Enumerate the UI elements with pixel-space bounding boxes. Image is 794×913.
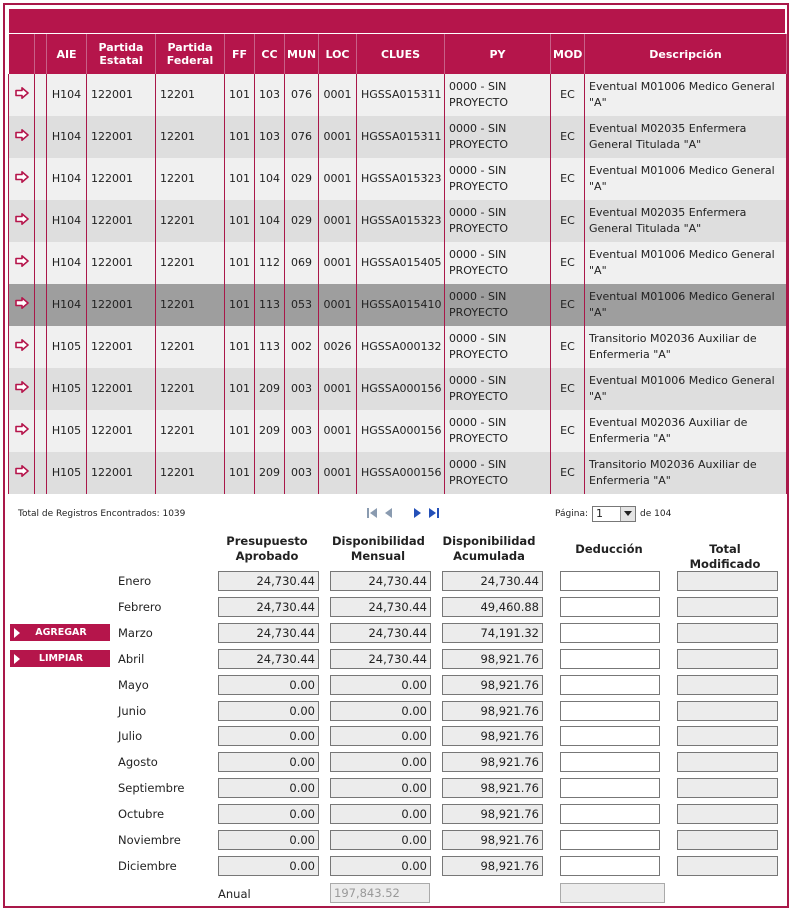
page-select-value: 1 bbox=[596, 507, 604, 520]
cell-aie: H105 bbox=[47, 452, 87, 494]
cell-ff: 101 bbox=[225, 410, 255, 452]
arrow-right-icon[interactable] bbox=[15, 339, 29, 351]
cell-mod: EC bbox=[551, 410, 585, 452]
aprobado-field: 0.00 bbox=[218, 804, 319, 824]
cell-descripcion: Transitorio M02036 Auxiliar de Enfermeria "A" bbox=[585, 326, 787, 368]
cell-loc: 0001 bbox=[319, 410, 357, 452]
cell-ff: 101 bbox=[225, 158, 255, 200]
page-selector-group bbox=[555, 506, 671, 522]
col-header-mun[interactable]: MUN bbox=[285, 34, 319, 74]
page-select[interactable] bbox=[592, 506, 636, 522]
cell-blank bbox=[35, 326, 47, 368]
acumulada-field: 98,921.76 bbox=[442, 778, 543, 798]
month-label: Diciembre bbox=[118, 859, 177, 873]
acumulada-field: 98,921.76 bbox=[442, 675, 543, 695]
acumulada-field: 24,730.44 bbox=[442, 571, 543, 591]
mensual-field: 0.00 bbox=[330, 830, 431, 850]
table-row[interactable] bbox=[9, 200, 787, 242]
month-label: Agosto bbox=[118, 755, 158, 769]
cell-clues: HGSSA015323 bbox=[357, 158, 445, 200]
cell-clues: HGSSA015311 bbox=[357, 74, 445, 116]
cell-clues: HGSSA015405 bbox=[357, 242, 445, 284]
month-label: Marzo bbox=[118, 626, 153, 640]
arrow-right-icon[interactable] bbox=[15, 297, 29, 309]
cell-mun: 076 bbox=[285, 116, 319, 158]
anual-total-field: 197,843.52 bbox=[330, 883, 430, 903]
limpiar-button-label: LIMPIAR bbox=[38, 653, 84, 664]
total-modificado-field bbox=[677, 597, 778, 617]
cell-partida-estatal: 122001 bbox=[87, 452, 156, 494]
acumulada-field: 98,921.76 bbox=[442, 701, 543, 721]
table-row[interactable] bbox=[9, 284, 787, 326]
col-header-mod[interactable]: MOD bbox=[551, 34, 585, 74]
deduccion-input[interactable] bbox=[560, 856, 660, 876]
cell-py: 0000 - SIN PROYECTO bbox=[445, 242, 551, 284]
cell-clues: HGSSA015311 bbox=[357, 116, 445, 158]
mensual-field: 0.00 bbox=[330, 726, 431, 746]
header-presupuesto-aprobado: Presupuesto Aprobado bbox=[226, 534, 308, 563]
aprobado-field: 0.00 bbox=[218, 701, 319, 721]
cell-blank bbox=[35, 410, 47, 452]
cell-partida-estatal: 122001 bbox=[87, 200, 156, 242]
cell-blank bbox=[35, 116, 47, 158]
cell-ff: 101 bbox=[225, 242, 255, 284]
acumulada-field: 49,460.88 bbox=[442, 597, 543, 617]
title-bar bbox=[8, 8, 786, 34]
cell-partida-federal: 12201 bbox=[156, 116, 225, 158]
cell-blank bbox=[35, 368, 47, 410]
col-header-cc[interactable]: CC bbox=[255, 34, 285, 74]
mensual-field: 0.00 bbox=[330, 856, 431, 876]
aprobado-field: 24,730.44 bbox=[218, 597, 319, 617]
cell-loc: 0026 bbox=[319, 326, 357, 368]
page-navigation bbox=[365, 506, 441, 520]
cell-mun: 003 bbox=[285, 368, 319, 410]
cell-mun: 029 bbox=[285, 158, 319, 200]
row-select-cell[interactable] bbox=[9, 452, 35, 494]
cell-descripcion: Eventual M02035 Enfermera General Titulada "A" bbox=[585, 200, 787, 242]
cell-blank bbox=[35, 452, 47, 494]
mensual-field: 0.00 bbox=[330, 701, 431, 721]
col-header-aie[interactable]: AIE bbox=[47, 34, 87, 74]
cell-descripcion: Eventual M01006 Medico General "A" bbox=[585, 74, 787, 116]
header-disponibilidad-mensual: Disponibilidad Mensual bbox=[332, 534, 425, 563]
mensual-field: 24,730.44 bbox=[330, 571, 431, 591]
mensual-field: 24,730.44 bbox=[330, 649, 431, 669]
cell-loc: 0001 bbox=[319, 242, 357, 284]
cell-mod: EC bbox=[551, 158, 585, 200]
anual-label: Anual bbox=[218, 887, 251, 901]
cell-aie: H105 bbox=[47, 368, 87, 410]
total-modificado-field bbox=[677, 571, 778, 591]
cell-mod: EC bbox=[551, 74, 585, 116]
mensual-field: 24,730.44 bbox=[330, 623, 431, 643]
arrow-right-icon[interactable] bbox=[15, 129, 29, 141]
total-records: Total de Registros Encontrados: 1039 bbox=[18, 509, 186, 519]
chevron-down-icon[interactable] bbox=[620, 507, 635, 521]
cell-ff: 101 bbox=[225, 116, 255, 158]
cell-mod: EC bbox=[551, 200, 585, 242]
cell-py: 0000 - SIN PROYECTO bbox=[445, 116, 551, 158]
col-header-descripcion[interactable]: Descripción bbox=[585, 34, 787, 74]
cell-clues: HGSSA015323 bbox=[357, 200, 445, 242]
cell-aie: H104 bbox=[47, 200, 87, 242]
cell-aie: H104 bbox=[47, 74, 87, 116]
month-label: Noviembre bbox=[118, 833, 181, 847]
cell-cc: 113 bbox=[255, 326, 285, 368]
cell-partida-federal: 12201 bbox=[156, 368, 225, 410]
cell-cc: 112 bbox=[255, 242, 285, 284]
cell-py: 0000 - SIN PROYECTO bbox=[445, 368, 551, 410]
cell-descripcion: Eventual M01006 Medico General "A" bbox=[585, 242, 787, 284]
deduccion-input[interactable] bbox=[560, 804, 660, 824]
acumulada-field: 74,191.32 bbox=[442, 623, 543, 643]
agregar-button[interactable] bbox=[10, 624, 110, 641]
cell-mun: 003 bbox=[285, 410, 319, 452]
mensual-field: 24,730.44 bbox=[330, 597, 431, 617]
cell-mod: EC bbox=[551, 452, 585, 494]
cell-py: 0000 - SIN PROYECTO bbox=[445, 74, 551, 116]
month-label: Julio bbox=[118, 729, 143, 743]
total-modificado-field bbox=[677, 830, 778, 850]
cell-partida-estatal: 122001 bbox=[87, 410, 156, 452]
cell-mod: EC bbox=[551, 326, 585, 368]
cell-py: 0000 - SIN PROYECTO bbox=[445, 158, 551, 200]
month-label: Febrero bbox=[118, 600, 162, 614]
arrow-right-icon[interactable] bbox=[15, 213, 29, 225]
arrow-right-icon[interactable] bbox=[15, 87, 29, 99]
cell-mun: 069 bbox=[285, 242, 319, 284]
aprobado-field: 0.00 bbox=[218, 856, 319, 876]
row-select-cell[interactable] bbox=[9, 410, 35, 452]
acumulada-field: 98,921.76 bbox=[442, 752, 543, 772]
cell-descripcion: Transitorio M02036 Auxiliar de Enfermeria "A" bbox=[585, 452, 787, 494]
acumulada-field: 98,921.76 bbox=[442, 649, 543, 669]
table-row[interactable] bbox=[9, 242, 787, 284]
cell-aie: H104 bbox=[47, 158, 87, 200]
cell-py: 0000 - SIN PROYECTO bbox=[445, 410, 551, 452]
aprobado-field: 24,730.44 bbox=[218, 649, 319, 669]
total-modificado-field bbox=[677, 649, 778, 669]
total-modificado-field bbox=[677, 778, 778, 798]
cell-partida-federal: 12201 bbox=[156, 452, 225, 494]
month-label: Octubre bbox=[118, 807, 165, 821]
cell-ff: 101 bbox=[225, 326, 255, 368]
cell-aie: H104 bbox=[47, 116, 87, 158]
anual-deduccion-field bbox=[560, 883, 665, 903]
row-select-cell[interactable] bbox=[9, 284, 35, 326]
prev-page-icon[interactable] bbox=[383, 506, 395, 520]
cell-ff: 101 bbox=[225, 74, 255, 116]
arrow-right-icon[interactable] bbox=[15, 465, 29, 477]
agregar-button-label: AGREGAR bbox=[35, 627, 87, 638]
mensual-field: 0.00 bbox=[330, 778, 431, 798]
cell-loc: 0001 bbox=[319, 200, 357, 242]
next-page-icon[interactable] bbox=[411, 506, 423, 520]
cell-cc: 113 bbox=[255, 284, 285, 326]
cell-mod: EC bbox=[551, 242, 585, 284]
row-select-cell[interactable] bbox=[9, 158, 35, 200]
cell-aie: H104 bbox=[47, 242, 87, 284]
limpiar-button[interactable] bbox=[10, 650, 110, 667]
month-label: Junio bbox=[118, 704, 147, 718]
mensual-field: 0.00 bbox=[330, 675, 431, 695]
table-row[interactable] bbox=[9, 452, 787, 494]
deduccion-input[interactable] bbox=[560, 597, 660, 617]
cell-descripcion: Eventual M01006 Medico General "A" bbox=[585, 284, 787, 326]
cell-mun: 029 bbox=[285, 200, 319, 242]
month-label: Enero bbox=[118, 574, 152, 588]
page-label: Página: bbox=[555, 509, 589, 519]
cell-py: 0000 - SIN PROYECTO bbox=[445, 326, 551, 368]
results-table bbox=[8, 34, 787, 494]
cell-cc: 209 bbox=[255, 410, 285, 452]
total-modificado-field bbox=[677, 623, 778, 643]
cell-partida-federal: 12201 bbox=[156, 284, 225, 326]
page-of-label: de 104 bbox=[640, 509, 672, 519]
deduccion-input[interactable] bbox=[560, 571, 660, 591]
table-row[interactable] bbox=[9, 158, 787, 200]
table-row[interactable] bbox=[9, 74, 787, 116]
deduccion-input[interactable] bbox=[560, 701, 660, 721]
cell-ff: 101 bbox=[225, 452, 255, 494]
row-select-cell[interactable] bbox=[9, 74, 35, 116]
deduccion-input[interactable] bbox=[560, 649, 660, 669]
cell-clues: HGSSA000132 bbox=[357, 326, 445, 368]
aprobado-field: 0.00 bbox=[218, 726, 319, 746]
cell-clues: HGSSA000156 bbox=[357, 452, 445, 494]
cell-partida-estatal: 122001 bbox=[87, 368, 156, 410]
cell-cc: 104 bbox=[255, 158, 285, 200]
deduccion-input[interactable] bbox=[560, 830, 660, 850]
month-label: Abril bbox=[118, 652, 145, 666]
last-page-icon[interactable] bbox=[427, 506, 441, 520]
cell-clues: HGSSA000156 bbox=[357, 410, 445, 452]
col-header-clues[interactable]: CLUES bbox=[357, 34, 445, 74]
col-header-partida-estatal[interactable]: Partida Estatal bbox=[87, 34, 156, 74]
cell-cc: 209 bbox=[255, 452, 285, 494]
aprobado-field: 24,730.44 bbox=[218, 571, 319, 591]
cell-clues: HGSSA000156 bbox=[357, 368, 445, 410]
arrow-right-icon[interactable] bbox=[15, 171, 29, 183]
cell-ff: 101 bbox=[225, 368, 255, 410]
aprobado-field: 0.00 bbox=[218, 752, 319, 772]
deduccion-input[interactable] bbox=[560, 623, 660, 643]
col-header-ff[interactable]: FF bbox=[225, 34, 255, 74]
pager bbox=[8, 505, 786, 525]
cell-cc: 103 bbox=[255, 74, 285, 116]
header-deduccion: Deducción bbox=[575, 542, 643, 556]
cell-descripcion: Eventual M01006 Medico General "A" bbox=[585, 158, 787, 200]
table-row[interactable] bbox=[9, 368, 787, 410]
col-header-select bbox=[9, 34, 35, 74]
cell-partida-federal: 12201 bbox=[156, 326, 225, 368]
arrow-right-icon[interactable] bbox=[15, 423, 29, 435]
aprobado-field: 0.00 bbox=[218, 830, 319, 850]
cell-mun: 053 bbox=[285, 284, 319, 326]
cell-descripcion: Eventual M02036 Auxiliar de Enfermeria "A" bbox=[585, 410, 787, 452]
cell-cc: 103 bbox=[255, 116, 285, 158]
cell-partida-estatal: 122001 bbox=[87, 116, 156, 158]
cell-partida-federal: 12201 bbox=[156, 200, 225, 242]
cell-py: 0000 - SIN PROYECTO bbox=[445, 200, 551, 242]
cell-loc: 0001 bbox=[319, 284, 357, 326]
cell-py: 0000 - SIN PROYECTO bbox=[445, 284, 551, 326]
row-select-cell[interactable] bbox=[9, 368, 35, 410]
cell-mun: 076 bbox=[285, 74, 319, 116]
arrow-right-icon[interactable] bbox=[15, 381, 29, 393]
aprobado-field: 0.00 bbox=[218, 778, 319, 798]
total-modificado-field bbox=[677, 701, 778, 721]
acumulada-field: 98,921.76 bbox=[442, 804, 543, 824]
cell-blank bbox=[35, 74, 47, 116]
acumulada-field: 98,921.76 bbox=[442, 830, 543, 850]
cell-cc: 104 bbox=[255, 200, 285, 242]
cell-aie: H105 bbox=[47, 410, 87, 452]
deduccion-input[interactable] bbox=[560, 752, 660, 772]
cell-partida-estatal: 122001 bbox=[87, 284, 156, 326]
total-modificado-field bbox=[677, 804, 778, 824]
cell-partida-federal: 12201 bbox=[156, 74, 225, 116]
table-header-row bbox=[9, 34, 787, 74]
cell-loc: 0001 bbox=[319, 74, 357, 116]
row-select-cell[interactable] bbox=[9, 242, 35, 284]
col-header-partida-federal[interactable]: Partida Federal bbox=[156, 34, 225, 74]
row-select-cell[interactable] bbox=[9, 200, 35, 242]
row-select-cell[interactable] bbox=[9, 116, 35, 158]
cell-partida-estatal: 122001 bbox=[87, 158, 156, 200]
col-header-py[interactable]: PY bbox=[445, 34, 551, 74]
col-header-blank bbox=[35, 34, 47, 74]
table-row[interactable] bbox=[9, 116, 787, 158]
cell-partida-estatal: 122001 bbox=[87, 326, 156, 368]
total-modificado-field bbox=[677, 752, 778, 772]
cell-blank bbox=[35, 200, 47, 242]
cell-partida-federal: 12201 bbox=[156, 242, 225, 284]
total-modificado-field bbox=[677, 675, 778, 695]
deduccion-input[interactable] bbox=[560, 778, 660, 798]
cell-blank bbox=[35, 284, 47, 326]
cell-descripcion: Eventual M01006 Medico General "A" bbox=[585, 368, 787, 410]
cell-mod: EC bbox=[551, 368, 585, 410]
cell-mod: EC bbox=[551, 284, 585, 326]
cell-ff: 101 bbox=[225, 200, 255, 242]
cell-loc: 0001 bbox=[319, 116, 357, 158]
table-row[interactable] bbox=[9, 410, 787, 452]
deduccion-input[interactable] bbox=[560, 726, 660, 746]
aprobado-field: 24,730.44 bbox=[218, 623, 319, 643]
table-row[interactable] bbox=[9, 326, 787, 368]
cell-blank bbox=[35, 242, 47, 284]
cell-aie: H104 bbox=[47, 284, 87, 326]
total-modificado-field bbox=[677, 726, 778, 746]
acumulada-field: 98,921.76 bbox=[442, 726, 543, 746]
cell-partida-estatal: 122001 bbox=[87, 74, 156, 116]
month-label: Septiembre bbox=[118, 781, 185, 795]
first-page-icon[interactable] bbox=[365, 506, 379, 520]
col-header-loc[interactable]: LOC bbox=[319, 34, 357, 74]
header-disponibilidad-acumulada: Disponibilidad Acumulada bbox=[442, 534, 536, 563]
aprobado-field: 0.00 bbox=[218, 675, 319, 695]
mensual-field: 0.00 bbox=[330, 804, 431, 824]
cell-partida-federal: 12201 bbox=[156, 410, 225, 452]
cell-descripcion: Eventual M02035 Enfermera General Titulada "A" bbox=[585, 116, 787, 158]
acumulada-field: 98,921.76 bbox=[442, 856, 543, 876]
cell-aie: H105 bbox=[47, 326, 87, 368]
cell-partida-federal: 12201 bbox=[156, 158, 225, 200]
mensual-field: 0.00 bbox=[330, 752, 431, 772]
header-total-modificado: Total Modificado bbox=[689, 542, 761, 571]
cell-loc: 0001 bbox=[319, 452, 357, 494]
cell-mun: 002 bbox=[285, 326, 319, 368]
cell-loc: 0001 bbox=[319, 158, 357, 200]
row-select-cell[interactable] bbox=[9, 326, 35, 368]
table-body bbox=[9, 74, 787, 494]
cell-loc: 0001 bbox=[319, 368, 357, 410]
month-label: Mayo bbox=[118, 678, 149, 692]
cell-blank bbox=[35, 158, 47, 200]
cell-clues: HGSSA015410 bbox=[357, 284, 445, 326]
arrow-right-icon[interactable] bbox=[15, 255, 29, 267]
cell-py: 0000 - SIN PROYECTO bbox=[445, 452, 551, 494]
cell-mod: EC bbox=[551, 116, 585, 158]
cell-mun: 003 bbox=[285, 452, 319, 494]
total-modificado-field bbox=[677, 856, 778, 876]
cell-ff: 101 bbox=[225, 284, 255, 326]
cell-partida-estatal: 122001 bbox=[87, 242, 156, 284]
deduccion-input[interactable] bbox=[560, 675, 660, 695]
cell-cc: 209 bbox=[255, 368, 285, 410]
